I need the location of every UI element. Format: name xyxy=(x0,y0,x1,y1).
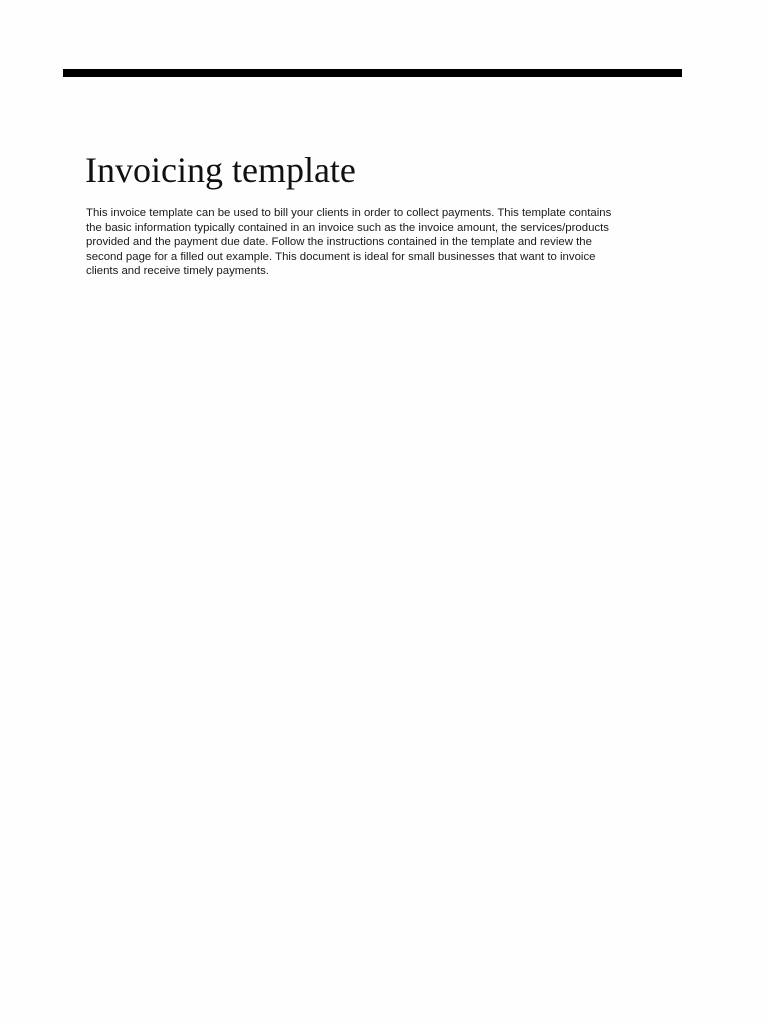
description-line: clients and receive timely payments. xyxy=(86,265,269,278)
page-title: Invoicing template xyxy=(85,150,356,190)
description-paragraph xyxy=(86,206,686,279)
header-rule xyxy=(63,69,682,77)
description-line: provided and the payment due date. Follow the instructions contained in the template and review the xyxy=(86,236,592,249)
description-line: second page for a filled out example. This document is ideal for small businesses that want to invoice xyxy=(86,250,596,263)
description-line: the basic information typically contained in an invoice such as the invoice amount, the services/products xyxy=(86,221,609,234)
description-line: This invoice template can be used to bill your clients in order to collect payments. This template contains xyxy=(86,207,612,219)
